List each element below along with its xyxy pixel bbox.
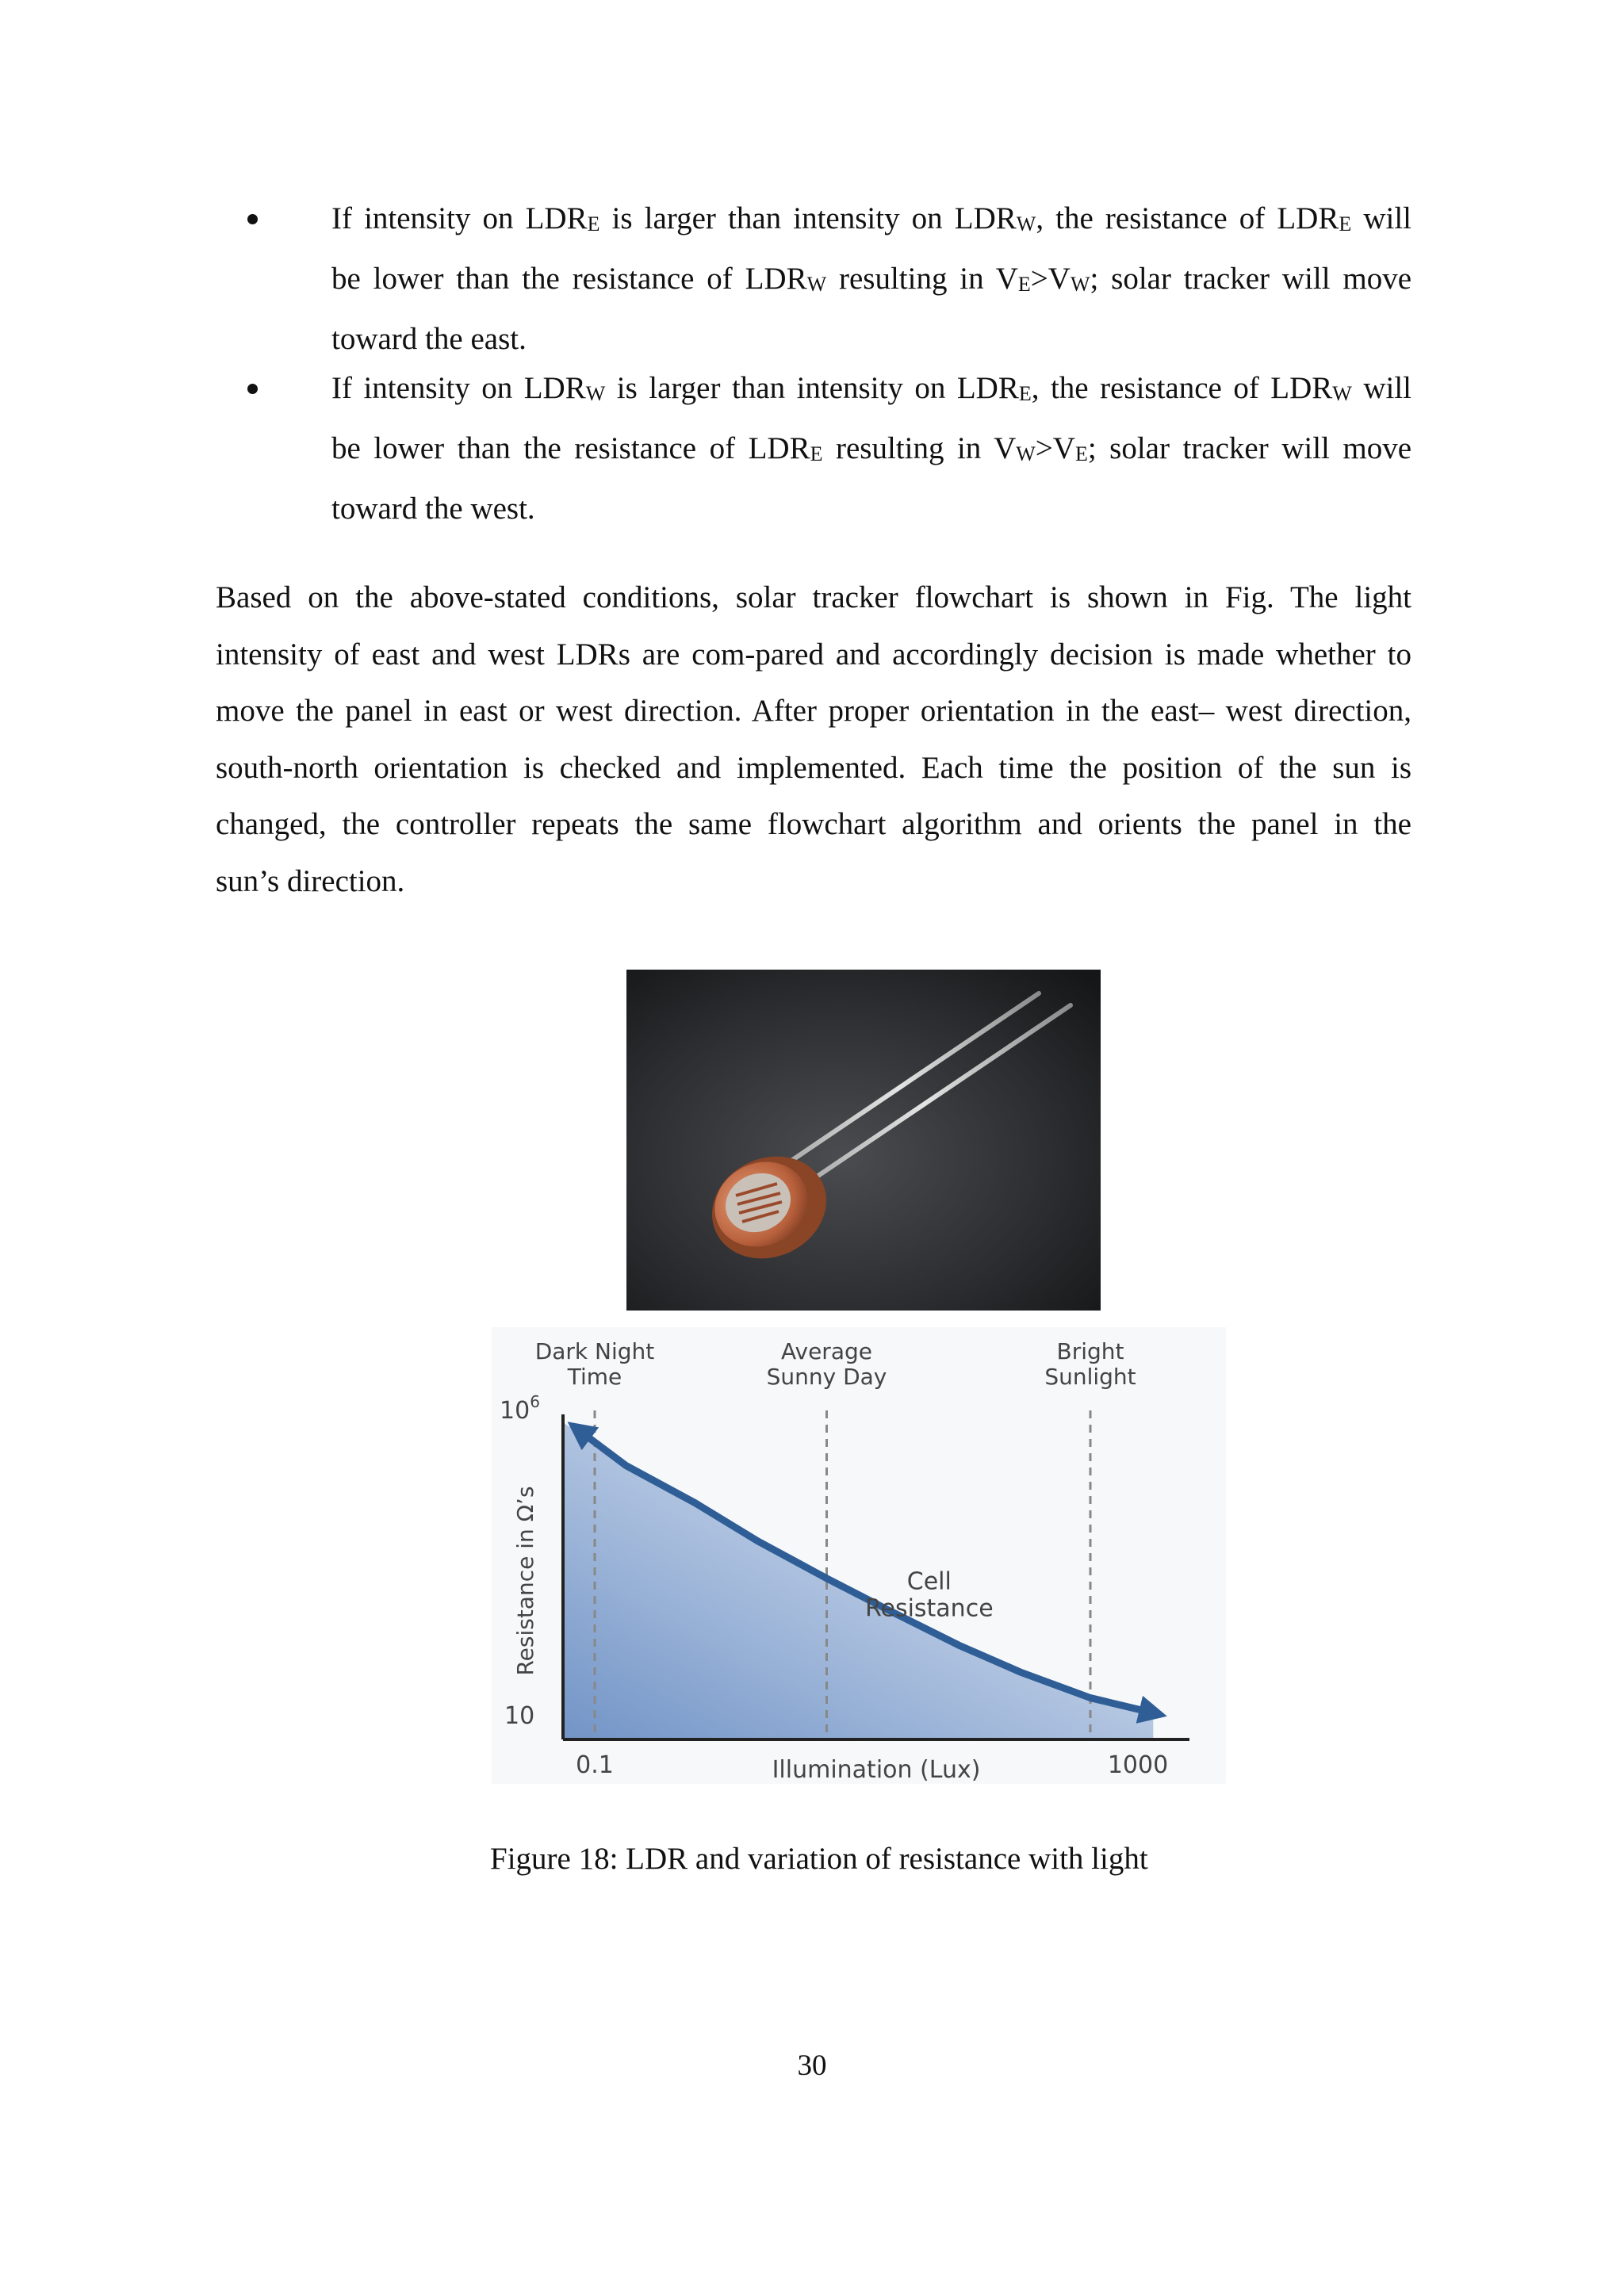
x-tick-label: 1000 — [1107, 1751, 1169, 1779]
figure-caption: Figure 18: LDR and variation of resistance with light — [490, 1842, 1148, 1876]
bullet-line: toward the east. — [331, 322, 527, 356]
bullet-line: If intensity on $LDR_E$ is larger than intensity on $LDR_W$, the resistance of $LDR_E$ will — [331, 201, 1412, 235]
series-label: Resistance — [864, 1594, 994, 1623]
bullet-text — [331, 190, 1411, 368]
bullet-line: If intensity on $LDR_W$ is larger than intensity on $LDR_E$, the resistance of $LDR_W$ will — [331, 371, 1411, 405]
paragraph-line: south-north orientation is checked and implemented. Each time the position of the sun is — [216, 750, 1411, 785]
x-tick-label: 0.1 — [576, 1751, 614, 1779]
chart-svg — [492, 1327, 1226, 1784]
ldr-photo — [626, 970, 1101, 1311]
paragraph-line: move the panel in east or west direction. After proper orientation in the east– west direction, — [216, 694, 1411, 728]
bullet-line: be lower than the resistance of $LDR_W$ resulting in $V_E>V_W$; solar tracker will move — [331, 262, 1412, 296]
marker-label: Sunlight — [1044, 1364, 1136, 1390]
series-label: Cell — [906, 1567, 952, 1596]
bullet-line: be lower than the resistance of $LDR_E$ resulting in $V_W>V_E$; solar tracker will move — [331, 431, 1412, 465]
bullet-text — [331, 360, 1411, 538]
paragraph-line: sun’s direction. — [216, 863, 405, 898]
y-tick-label: 10 — [504, 1702, 535, 1730]
marker-label: Sunny Day — [766, 1364, 887, 1390]
bullet-line: toward the west. — [331, 492, 535, 526]
marker-label: Time — [567, 1364, 622, 1390]
bullet-dot — [247, 384, 258, 394]
y-tick-label: $10^6$ — [500, 1392, 540, 1425]
marker-label: Bright — [1056, 1338, 1124, 1364]
marker-label: Average — [781, 1338, 872, 1364]
paragraph-line: intensity of east and west LDRs are com-pared and accordingly decision is made whether to — [216, 637, 1411, 672]
y-axis-label: Resistance in Ω’s — [512, 1486, 538, 1676]
page-number: 30 — [797, 2049, 827, 2082]
paragraph-line: Based on the above-stated conditions, solar tracker flowchart is shown in Fig. The light — [216, 580, 1411, 614]
paragraph-line: changed, the controller repeats the same flowchart algorithm and orients the panel in the — [216, 807, 1411, 841]
bullet-dot — [247, 214, 258, 224]
marker-label: Dark Night — [534, 1338, 655, 1364]
body-paragraph — [216, 569, 1411, 909]
resistance-chart — [492, 1327, 1226, 1784]
x-axis-label: Illumination (Lux) — [772, 1756, 981, 1784]
